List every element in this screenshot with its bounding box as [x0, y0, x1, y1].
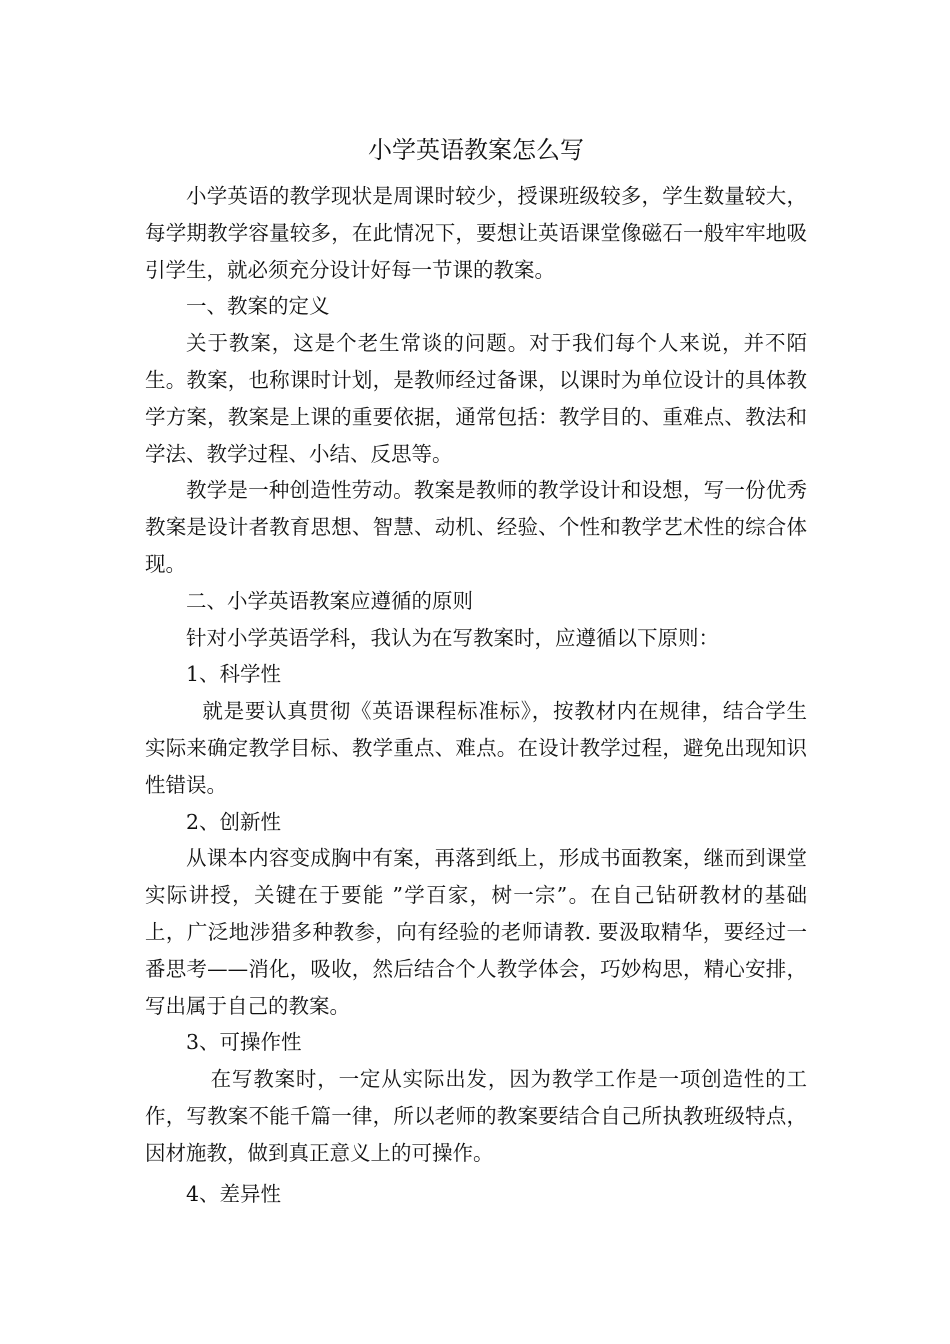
- subheading-difference: 4、差异性: [186, 1181, 282, 1206]
- subheading-scientific: 1、科学性: [186, 662, 282, 687]
- document-page: [145, 128, 807, 1212]
- paragraph-innovative: 从课本内容变成胸中有案，再落到纸上，形成书面教案，继而到课堂实际讲授，关键在于要能 ”学百家，树一宗”。在自己钻研教材的基础上，广泛地涉猎多种教参，向有经验的老师请教. 要汲取精华，要经过一番思考——消化，吸收，然后结合个人教学体会，巧妙构思，精心安排，写出属于自己的教案。: [145, 846, 807, 1018]
- paragraph-creative-labor: 教学是一种创造性劳动。教案是教师的教学设计和设想，写一份优秀教案是设计者教育思想、智慧、动机、经验、个性和教学艺术性的综合体现。: [145, 478, 807, 576]
- paragraph-principles-intro: 针对小学英语学科，我认为在写教案时，应遵循以下原则：: [186, 625, 719, 650]
- paragraph-operability: 在写教案时，一定从实际出发，因为教学工作是一项创造性的工作，写教案不能千篇一律，所以老师的教案要结合自己所执教班级特点，因材施教，做到真正意义上的可操作。: [145, 1067, 807, 1165]
- section-heading-principles: 二、小学英语教案应遵循的原则: [186, 588, 473, 613]
- subheading-innovative: 2、创新性: [186, 809, 282, 834]
- paragraph-scientific: 就是要认真贯彻《英语课程标准标》，按教材内在规律，结合学生实际来确定教学目标、教学重点、难点。在设计教学过程，避免出现知识性错误。: [145, 699, 807, 797]
- paragraph-definition: 关于教案，这是个老生常谈的问题。对于我们每个人来说，并不陌生。教案，也称课时计划，是教师经过备课，以课时为单位设计的具体教学方案，教案是上课的重要依据，通常包括：教学目的、重难点、教法和学法、教学过程、小结、反思等。: [145, 331, 807, 466]
- paragraph-intro: 小学英语的教学现状是周课时较少，授课班级较多，学生数量较大，每学期教学容量较多，在此情况下，要想让英语课堂像磁石一般牢牢地吸引学生，就必须充分设计好每一节课的教案。: [145, 184, 807, 282]
- section-heading-definition: 一、教案的定义: [186, 294, 330, 319]
- document-title: 小学英语教案怎么写: [368, 136, 584, 164]
- subheading-operability: 3、可操作性: [186, 1030, 302, 1055]
